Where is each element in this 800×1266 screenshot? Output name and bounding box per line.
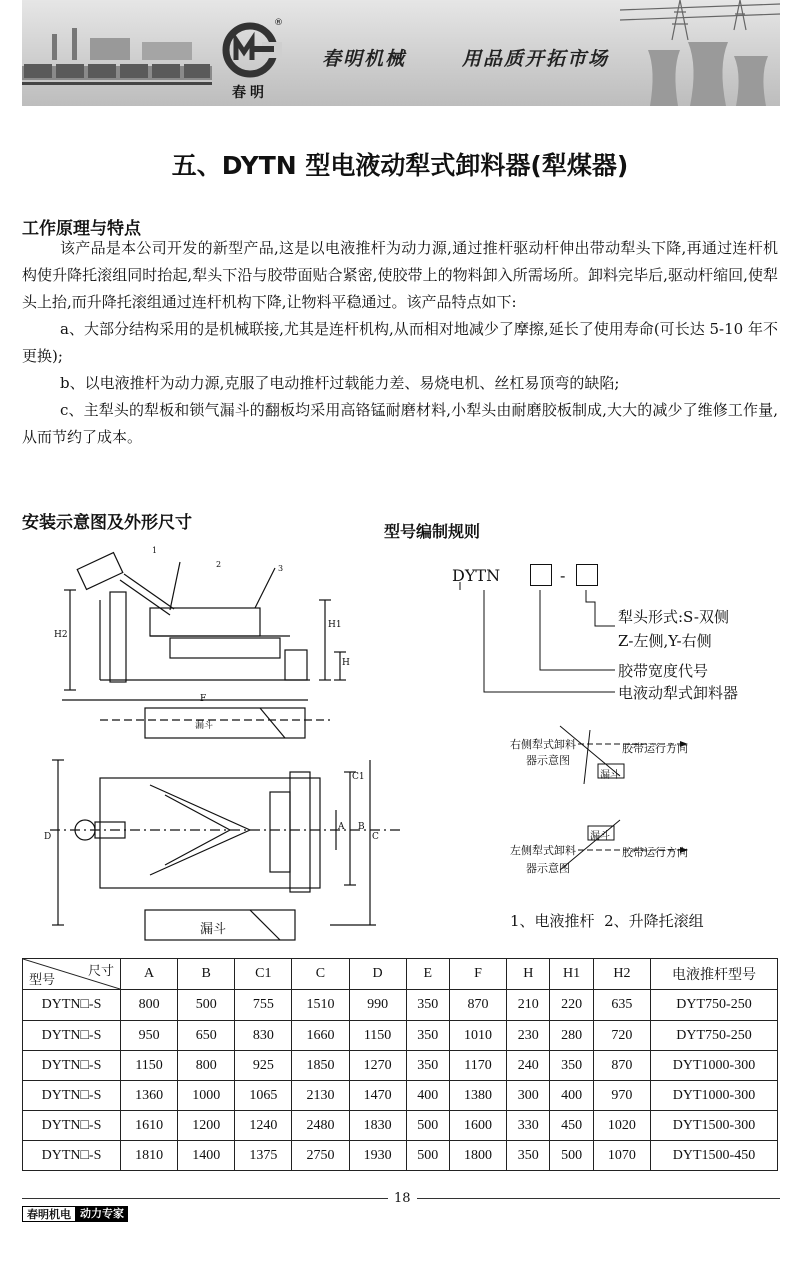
model-cell: DYTN□-S (23, 1141, 121, 1171)
value-cell: 1360 (121, 1081, 178, 1111)
value-cell: 1400 (178, 1141, 235, 1171)
value-cell: 1270 (349, 1051, 406, 1081)
value-cell: 970 (593, 1081, 650, 1111)
right-hopper-label: 漏斗 (600, 770, 620, 781)
label-H2: H2 (54, 630, 68, 640)
section-heading-principle: 工作原理与特点 (22, 219, 141, 239)
legend-plough-type-2: Z-左侧,Y-右侧 (618, 632, 712, 650)
value-cell: 220 (550, 990, 593, 1021)
value-cell: 2750 (292, 1141, 349, 1171)
value-cell: 800 (178, 1051, 235, 1081)
table-row (23, 1081, 778, 1111)
model-cell: DYTN□-S (23, 1111, 121, 1141)
label-H1: H1 (328, 620, 342, 630)
footer-badge-company: 春明机电 (22, 1206, 76, 1222)
value-cell: 1610 (121, 1111, 178, 1141)
model-code-dash: - (560, 566, 566, 585)
page-title: 五、DYTN 型电液动犁式卸料器(犁煤器) (171, 151, 629, 180)
right-diagram-title: 右侧犁式卸料 (510, 738, 576, 751)
left-belt-direction: 胶带运行方向 (622, 846, 688, 859)
value-cell: 1375 (235, 1141, 292, 1171)
power-plant-illustration (620, 0, 780, 106)
value-cell: 800 (121, 990, 178, 1021)
value-cell: DYT1500-300 (651, 1111, 778, 1141)
value-cell: 1600 (449, 1111, 506, 1141)
header-banner (22, 0, 780, 106)
value-cell: 230 (507, 1021, 550, 1051)
label-H: H (342, 658, 350, 668)
value-cell: 650 (178, 1021, 235, 1051)
value-cell: 210 (507, 990, 550, 1021)
table-header: B (178, 959, 235, 990)
model-cell: DYTN□-S (23, 1051, 121, 1081)
value-cell: 1380 (449, 1081, 506, 1111)
value-cell: 1065 (235, 1081, 292, 1111)
value-cell: 870 (449, 990, 506, 1021)
legend-product: 电液动犁式卸料器 (618, 684, 739, 702)
value-cell: 350 (550, 1051, 593, 1081)
value-cell: 1020 (593, 1111, 650, 1141)
value-cell: 350 (406, 1051, 449, 1081)
company-name: 春明机械 (322, 48, 407, 70)
value-cell: 1170 (449, 1051, 506, 1081)
value-cell: 500 (406, 1111, 449, 1141)
table-header: D (349, 959, 406, 990)
drawing-caption: 1、电液推杆 2、升降托滚组 (510, 912, 704, 930)
value-cell: 1510 (292, 990, 349, 1021)
label-C: C (372, 832, 379, 842)
table-header: H2 (593, 959, 650, 990)
value-cell: 1070 (593, 1141, 650, 1171)
value-cell: 350 (406, 990, 449, 1021)
company-logo (218, 18, 283, 101)
value-cell: 500 (550, 1141, 593, 1171)
value-cell: 1830 (349, 1111, 406, 1141)
table-header: F (449, 959, 506, 990)
table-header: C1 (235, 959, 292, 990)
table-header: E (406, 959, 449, 990)
value-cell: 1000 (178, 1081, 235, 1111)
table-row (23, 1021, 778, 1051)
value-cell: 500 (178, 990, 235, 1021)
logo-registered-mark: ® (274, 18, 283, 28)
factory-illustration (42, 20, 192, 60)
value-cell: 720 (593, 1021, 650, 1051)
legend-belt-width: 胶带宽度代号 (618, 662, 709, 680)
value-cell: 350 (406, 1021, 449, 1051)
footer-badge-tagline: 动力专家 (76, 1206, 128, 1222)
table-header: A (121, 959, 178, 990)
paragraph: a、大部分结构采用的是机械联接,尤其是连杆机构,从而相对地减少了摩擦,延长了使用寿命(可长达 5-10 年不更换); (22, 320, 778, 365)
corner-bottom-label: 型号 (29, 972, 56, 987)
table-row (23, 1111, 778, 1141)
value-cell: 2130 (292, 1081, 349, 1111)
value-cell: 400 (406, 1081, 449, 1111)
side-diagrams (500, 720, 780, 900)
value-cell: DYT1000-300 (651, 1081, 778, 1111)
section-heading-installation: 安装示意图及外形尺寸 (22, 513, 192, 533)
model-cell: DYTN□-S (23, 1081, 121, 1111)
hopper-label-bottom: 漏斗 (200, 922, 227, 937)
value-cell: 240 (507, 1051, 550, 1081)
label-A: A (338, 822, 345, 832)
value-cell: 1660 (292, 1021, 349, 1051)
value-cell: 330 (507, 1111, 550, 1141)
value-cell: 2480 (292, 1111, 349, 1141)
value-cell: 300 (507, 1081, 550, 1111)
value-cell: DYT750-250 (651, 1021, 778, 1051)
table-header: H1 (550, 959, 593, 990)
label-B: B (358, 822, 365, 832)
left-diagram-title: 左侧犁式卸料 (510, 844, 576, 857)
page-number: 18 (388, 1191, 417, 1206)
table-header-row (23, 959, 778, 990)
value-cell: DYT1000-300 (651, 1051, 778, 1081)
value-cell: 1150 (121, 1051, 178, 1081)
left-diagram-title-2: 器示意图 (526, 862, 570, 875)
model-code-heading: 型号编制规则 (384, 522, 481, 541)
label-3: 3 (278, 564, 284, 573)
train-illustration (22, 60, 212, 90)
value-cell: 350 (507, 1141, 550, 1171)
value-cell: 1800 (449, 1141, 506, 1171)
table-header: 电液推杆型号 (651, 959, 778, 990)
model-code-diagram (430, 560, 790, 720)
value-cell: 500 (406, 1141, 449, 1171)
value-cell: 830 (235, 1021, 292, 1051)
value-cell: 950 (121, 1021, 178, 1051)
drawing-lines (40, 540, 440, 950)
paragraph: 该产品是本公司开发的新型产品,这是以电液推杆为动力源,通过推杆驱动杆伸出带动犁头下降,再通过连杆机构使升降托滚组同时抬起,犁头下沿与胶带面贴合紧密,使胶带上的物料卸入所需场所。卸料完毕后,驱动杆缩回,使犁头上抬,而升降托滚组通过连杆机构下降,让物料平稳通过。该产品特点如下: (22, 239, 778, 311)
value-cell: 1150 (349, 1021, 406, 1051)
paragraph: c、主犁头的犁板和锁气漏斗的翻板均采用高铬锰耐磨材料,小犁头由耐磨胶板制成,大大的减少了维修工作量,从而节约了成本。 (22, 401, 778, 446)
table-row (23, 1051, 778, 1081)
value-cell: DYT750-250 (651, 990, 778, 1021)
company-slogan: 用品质开拓市场 (462, 48, 610, 70)
value-cell: 1240 (235, 1111, 292, 1141)
left-hopper-label: 漏斗 (590, 831, 610, 842)
table-row (23, 990, 778, 1021)
value-cell: 635 (593, 990, 650, 1021)
paragraph: b、以电液推杆为动力源,克服了电动推杆过载能力差、易烧电机、丝杠易顶弯的缺陷; (60, 374, 620, 392)
label-2: 2 (216, 560, 222, 569)
value-cell: DYT1500-450 (651, 1141, 778, 1171)
right-belt-direction: 胶带运行方向 (622, 742, 688, 755)
hopper-label-top: 漏斗 (195, 721, 214, 731)
footer-badge (22, 1206, 128, 1222)
value-cell: 1850 (292, 1051, 349, 1081)
value-cell: 925 (235, 1051, 292, 1081)
value-cell: 1010 (449, 1021, 506, 1051)
model-cell: DYTN□-S (23, 1021, 121, 1051)
corner-cell (23, 959, 121, 990)
installation-drawing (40, 540, 440, 950)
value-cell: 400 (550, 1081, 593, 1111)
table-row (23, 1141, 778, 1171)
value-cell: 1810 (121, 1141, 178, 1171)
label-F: F (200, 694, 207, 704)
label-D: D (44, 832, 52, 842)
logo-text: 春明 (232, 85, 268, 101)
value-cell: 280 (550, 1021, 593, 1051)
table-header: H (507, 959, 550, 990)
table-body (23, 990, 778, 1171)
value-cell: 450 (550, 1111, 593, 1141)
value-cell: 755 (235, 990, 292, 1021)
value-cell: 1470 (349, 1081, 406, 1111)
label-1: 1 (152, 546, 158, 555)
corner-top-label: 尺寸 (87, 963, 114, 978)
table-header: C (292, 959, 349, 990)
spec-table (22, 958, 778, 1171)
value-cell: 990 (349, 990, 406, 1021)
model-code-prefix: DYTN (452, 566, 501, 585)
value-cell: 870 (593, 1051, 650, 1081)
right-diagram-title-2: 器示意图 (526, 754, 570, 767)
label-C1: C1 (352, 772, 365, 782)
value-cell: 1200 (178, 1111, 235, 1141)
principle-text (22, 235, 778, 451)
value-cell: 1930 (349, 1141, 406, 1171)
model-cell: DYTN□-S (23, 990, 121, 1021)
legend-plough-type: 犁头形式:S-双侧 (618, 608, 729, 626)
